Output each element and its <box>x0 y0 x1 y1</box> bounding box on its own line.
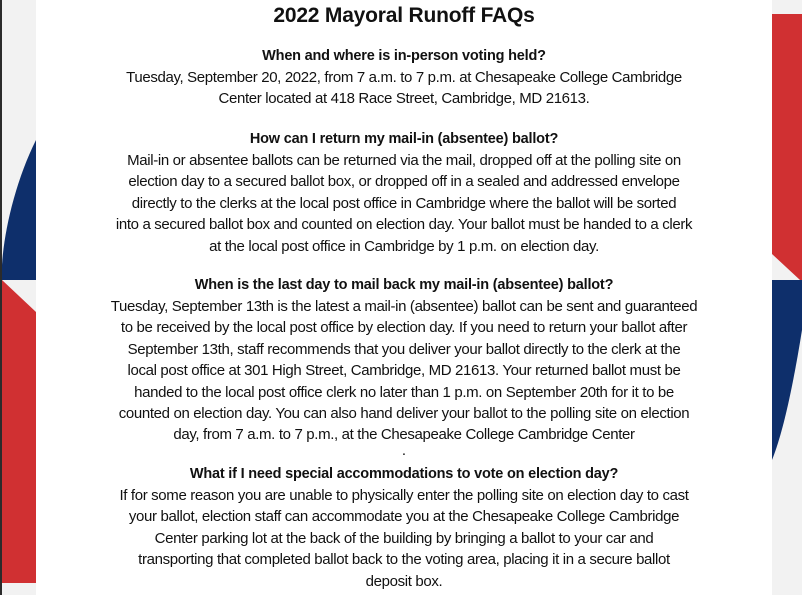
red-band-shape <box>772 14 802 280</box>
stray-period: . <box>401 441 407 459</box>
answer-line: September 13th, staff recommends that you deliver your ballot directly to the clerk at the <box>127 340 681 358</box>
faq-question: What if I need special accommodations to vote on election day? <box>189 466 619 482</box>
answer-line: election day to a secured ballot box, or dropped off in a sealed and addressed envelope <box>128 173 680 191</box>
answer-line: Center parking lot at the back of the building by bringing a ballot to your car and <box>154 529 654 547</box>
answer-line: Tuesday, September 20, 2022, from 7 a.m. to 7 p.m. at Chesapeake College Cambridge <box>126 69 682 86</box>
faq-question: When and where is in-person voting held? <box>262 48 546 64</box>
answer-line: local post office at 301 High Street, Cambridge, MD 21613. Your returned ballot must be <box>127 362 681 380</box>
answer-line: Center located at 418 Race Street, Cambridge, MD 21613. <box>218 90 590 108</box>
faq-item-accommodations <box>36 464 772 592</box>
red-triangle-shape <box>2 280 36 583</box>
page-title: 2022 Mayoral Runoff FAQs <box>273 4 535 27</box>
right-flag-decoration <box>772 0 802 595</box>
answer-line: into a secured ballot box and counted on election day. Your ballot must be handed to a clerk <box>115 216 693 234</box>
answer-line: to be received by the local post office by election day. If you need to return your ballot after <box>120 319 688 337</box>
answer-line: directly to the clerks at the local post office in Cambridge where the ballot will be sorted <box>131 194 677 212</box>
answer-line: day, from 7 a.m. to 7 p.m., at the Chesapeake College Cambridge Center <box>173 426 635 444</box>
answer-line: Mail-in or absentee ballots can be returned via the mail, dropped off at the polling site on <box>127 152 681 169</box>
left-flag-decoration <box>2 0 36 595</box>
answer-line: transporting that completed ballot back to the voting area, placing it in a secure ballot <box>138 551 670 569</box>
answer-line: Tuesday, September 13th is the latest a mail-in (absentee) ballot can be sent and guaranteed <box>110 298 698 315</box>
faq-item-mail-deadline <box>36 275 772 459</box>
faq-answer <box>36 150 772 257</box>
answer-line: If for some reason you are unable to physically enter the polling site on election day to cast <box>119 487 689 504</box>
faq-item-return-ballot <box>36 129 772 257</box>
answer-line: counted on election day. You can also hand deliver your ballot to the polling site on election <box>118 405 690 423</box>
faq-question: How can I return my mail-in (absentee) ballot? <box>249 131 559 147</box>
faq-document <box>36 0 772 595</box>
faq-question: When is the last day to mail back my mail-in (absentee) ballot? <box>194 277 614 293</box>
faq-answer <box>36 67 772 110</box>
answer-line: handed to the local post office clerk no later than 1 p.m. on September 20th for it to be <box>134 383 674 401</box>
answer-line: your ballot, election staff can accommodate you at the Chesapeake College Cambridge <box>128 508 680 526</box>
faq-answer <box>36 296 772 446</box>
answer-line: at the local post office in Cambridge by 1 p.m. on election day. <box>209 237 599 255</box>
faq-answer <box>36 485 772 592</box>
answer-line: deposit box. <box>365 572 443 590</box>
faq-item-voting-location <box>36 46 772 110</box>
